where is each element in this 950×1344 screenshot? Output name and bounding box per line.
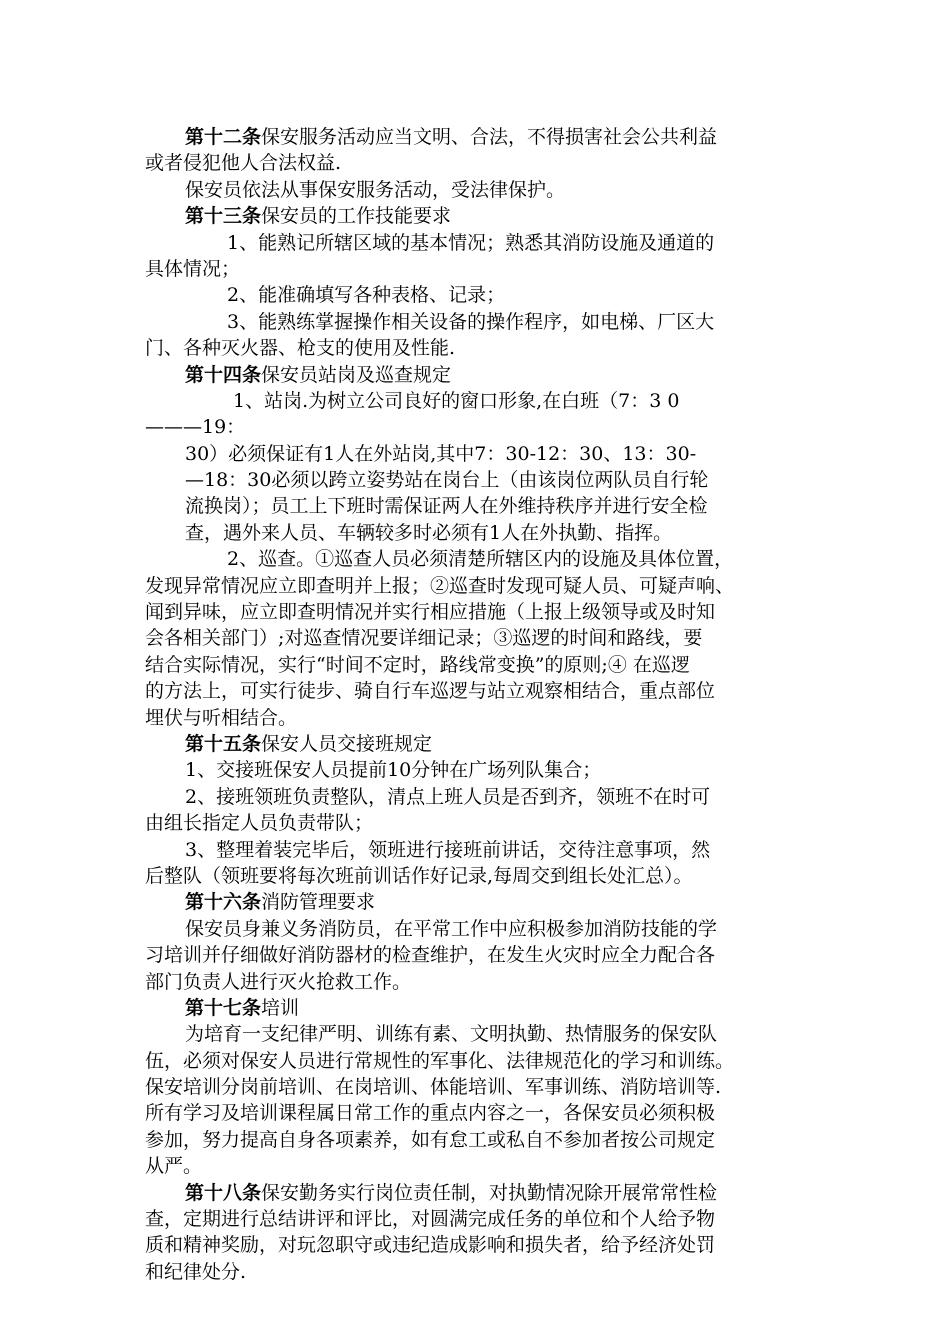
line-text: 30）必须保证有1人在外站岗,其中7：30-12：30、13：30- xyxy=(185,442,697,465)
line-text: 3、能熟练掌握操作相关设备的操作程序，如电梯、厂区大 xyxy=(227,310,715,333)
article-number: 第十三条 xyxy=(185,205,262,228)
line-text: 从严。 xyxy=(145,1155,203,1178)
text-line xyxy=(145,493,815,519)
line-text: 习培训并仔细做好消防器材的检查维护，在发生火灾时应全力配合各 xyxy=(145,944,716,967)
line-text: 门、各种灭火器、枪支的使用及性能. xyxy=(145,337,456,360)
article-heading-line xyxy=(145,124,815,150)
text-line xyxy=(145,1259,815,1285)
text-line xyxy=(145,1153,815,1179)
text-line xyxy=(145,810,815,836)
line-text: —18：30必须以跨立姿势站在岗台上（由该岗位两队员自行轮 xyxy=(185,469,709,492)
line-text: 1、交接班保安人员提前10分钟在广场列队集合； xyxy=(185,759,602,782)
line-text: 2、能准确填写各种表格、记录； xyxy=(227,284,506,307)
line-text: 查，遇外来人员、车辆较多时必须有1人在外执勤、指挥。 xyxy=(185,521,673,544)
article-number: 第十五条 xyxy=(185,732,262,755)
text-line xyxy=(145,282,815,308)
line-text: 消防管理要求 xyxy=(261,891,376,914)
line-text: 保安员站岗及巡查规定 xyxy=(261,363,452,386)
text-line xyxy=(145,1127,815,1153)
line-text: 1、站岗.为树立公司良好的窗口形象,在白班（7：3 0 xyxy=(233,389,680,412)
article-number: 第十七条 xyxy=(185,996,262,1019)
text-line xyxy=(145,625,815,651)
text-line xyxy=(145,546,815,572)
text-line xyxy=(145,757,815,783)
line-text: 质和精神奖励，对玩忽职守或违纪造成影响和损失者，给予经济处罚 xyxy=(145,1234,716,1257)
text-line xyxy=(145,969,815,995)
line-text: 流换岗）；员工上下班时需保证两人在外维持秩序并进行安全检 xyxy=(185,495,708,518)
line-text: 为培育一支纪律严明、训练有素、文明执勤、热情服务的保安队 xyxy=(185,1023,718,1046)
line-text: 闻到异味，应立即查明情况并实行相应措施（上报上级领导或及时知 xyxy=(145,601,716,624)
line-text: 埋伏与听相结合。 xyxy=(145,706,298,729)
line-text: 或者侵犯他人合法权益. xyxy=(145,152,342,175)
text-line xyxy=(145,1100,815,1126)
text-line xyxy=(145,441,815,467)
line-text: 由组长指定人员负责带队； xyxy=(145,812,374,835)
line-text: 2、巡查。①巡查人员必须清楚所辖区内的设施及具体位置， xyxy=(227,548,734,571)
article-heading-line xyxy=(145,203,815,229)
text-line xyxy=(145,414,815,440)
text-line xyxy=(145,599,815,625)
text-line xyxy=(145,916,815,942)
line-text: 1、能熟记所辖区域的基本情况；熟悉其消防设施及通道的 xyxy=(227,231,715,254)
text-line xyxy=(145,309,815,335)
line-text: 伍，必须对保安人员进行常规性的军事化、法律规范化的学习和训练。 xyxy=(145,1049,735,1072)
line-text: 发现异常情况应立即查明并上报；②巡查时发现可疑人员、可疑声响、 xyxy=(145,574,735,597)
text-line xyxy=(145,388,815,414)
text-line xyxy=(145,678,815,704)
line-text: 会各相关部门）;对巡查情况要详细记录；③巡逻的时间和路线，要 xyxy=(145,627,703,650)
line-text: 保安培训分岗前培训、在岗培训、体能培训、军事训练、消防培训等. xyxy=(145,1076,722,1099)
line-text: 保安员的工作技能要求 xyxy=(261,205,452,228)
text-line xyxy=(145,467,815,493)
text-line xyxy=(145,520,815,546)
text-line xyxy=(145,1021,815,1047)
text-line xyxy=(145,652,815,678)
line-text: 保安服务活动应当文明、合法，不得损害社会公共利益 xyxy=(261,126,718,148)
text-line xyxy=(145,573,815,599)
line-text: 保安员依法从事保安服务活动，受法律保护。 xyxy=(185,178,566,201)
text-line xyxy=(145,863,815,889)
text-line xyxy=(145,1206,815,1232)
line-text: 部门负责人进行灭火抢救工作。 xyxy=(145,970,412,993)
article-heading-line xyxy=(145,889,815,915)
article-number: 第十六条 xyxy=(185,891,262,914)
text-line xyxy=(145,705,815,731)
text-line xyxy=(145,335,815,361)
article-heading-line xyxy=(145,995,815,1021)
text-line xyxy=(145,256,815,282)
line-text: 培训 xyxy=(261,996,300,1019)
line-text: 保安人员交接班规定 xyxy=(261,732,433,755)
line-text: 的方法上，可实行徒步、骑自行车巡逻与站立观察相结合，重点部位 xyxy=(145,680,716,703)
text-line xyxy=(145,1232,815,1258)
line-text: ———19： xyxy=(145,416,246,439)
line-text: 后整队（领班要将每次班前训话作好记录,每周交到组长处汇总）。 xyxy=(145,864,693,887)
text-line xyxy=(145,942,815,968)
article-heading-line xyxy=(145,362,815,388)
line-text: 和纪律处分. xyxy=(145,1260,247,1283)
text-line xyxy=(145,150,815,176)
line-text: 保安员身兼义务消防员，在平常工作中应积极参加消防技能的学 xyxy=(185,917,718,940)
text-line xyxy=(145,230,815,256)
line-text: 参加，努力提高自身各项素养，如有怠工或私自不参加者按公司规定 xyxy=(145,1128,716,1151)
line-text: 所有学习及培训课程属日常工作的重点内容之一，各保安员必须积极 xyxy=(145,1102,716,1125)
line-text: 结合实际情况，实行“时间不定时，路线常变换”的原则;④ 在巡逻 xyxy=(145,653,690,676)
line-text: 3、整理着装完毕后，领班进行接班前讲话，交待注意事项，然 xyxy=(185,838,711,861)
document-body xyxy=(145,124,815,1285)
article-heading-line xyxy=(145,731,815,757)
text-line xyxy=(145,837,815,863)
text-line xyxy=(145,784,815,810)
line-text: 保安勤务实行岗位责任制，对执勤情况除开展常常性检 xyxy=(261,1181,718,1204)
line-text: 2、接班领班负责整队，清点上班人员是否到齐，领班不在时可 xyxy=(185,785,711,808)
article-number: 第十四条 xyxy=(185,363,262,386)
text-line xyxy=(145,177,815,203)
text-line xyxy=(145,1074,815,1100)
article-heading-line xyxy=(145,1180,815,1206)
article-number: 第十二条 xyxy=(185,126,262,148)
article-number: 第十八条 xyxy=(185,1181,262,1204)
line-text: 查，定期进行总结讲评和评比，对圆满完成任务的单位和个人给予物 xyxy=(145,1208,716,1231)
text-line xyxy=(145,1048,815,1074)
line-text: 具体情况； xyxy=(145,257,241,280)
